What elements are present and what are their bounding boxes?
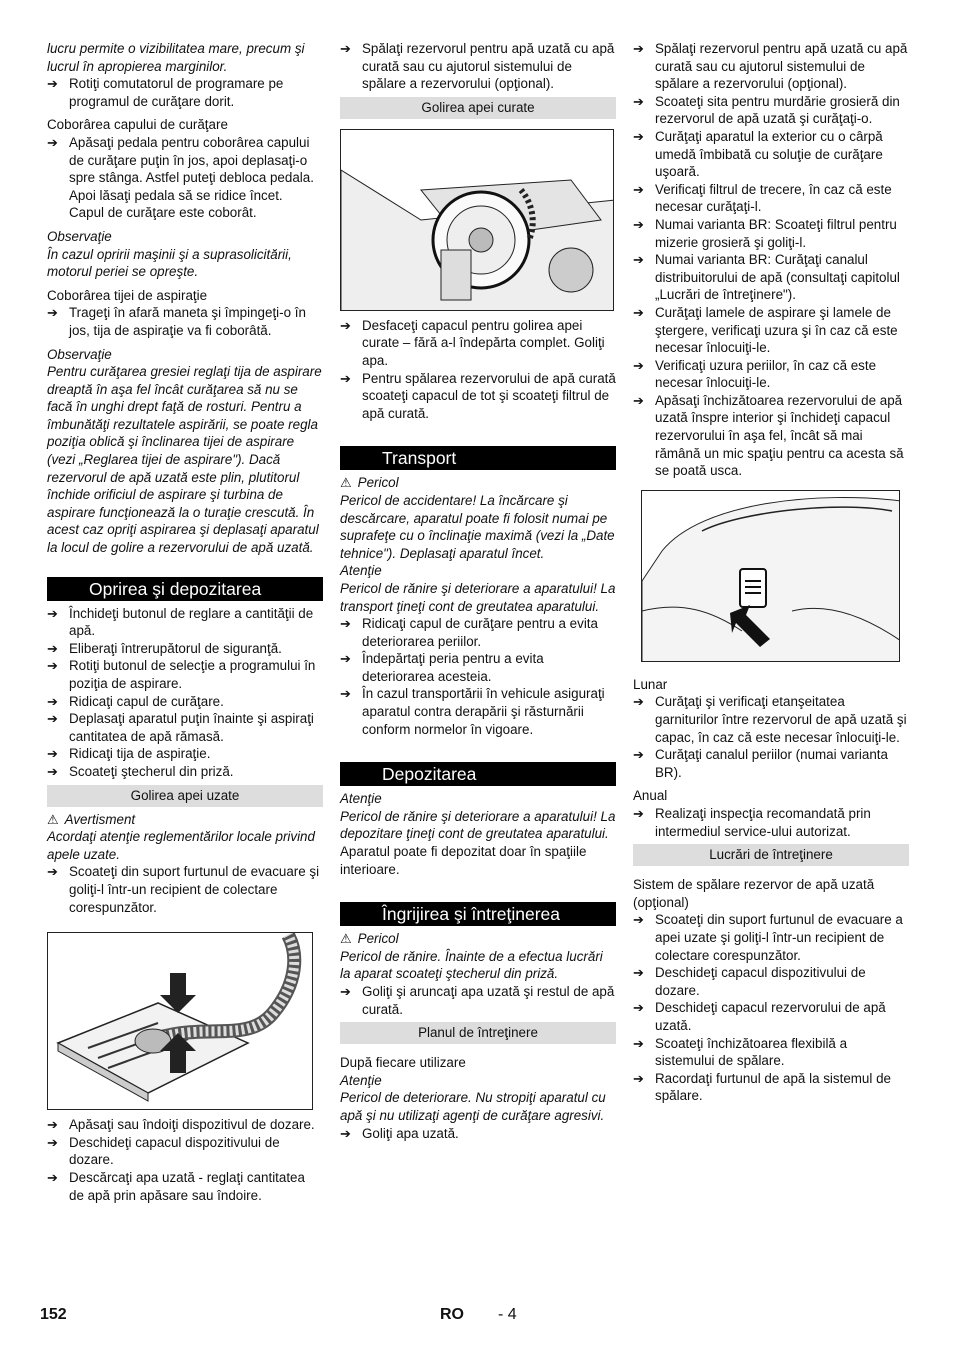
subheading-drain-clean: Golirea apei curate	[340, 97, 616, 119]
intro-continuation: lucru permite o vizibilitatea mare, precum şi lucrul în apropierea marginilor.	[47, 41, 305, 74]
arrow-right-icon: ➔	[633, 965, 644, 981]
step: ➔ Ridicaţi capul de curăţare pentru a evita deteriorarea periilor.	[340, 616, 598, 649]
step: ➔ Curăţaţi şi verificaţi etanşeitatea garniturilor între rezervorul de apă uzată şi capac, în caz că este necesar înlocuiţi-le.	[633, 694, 907, 745]
column-3	[633, 40, 909, 1105]
arrow-right-icon: ➔	[633, 357, 644, 373]
observation-text: Pentru curăţarea gresiei reglaţi tija de aspirare dreaptă în aşa fel încât curăţarea să nu se facă în unghi drept faţă de rosturi. Pentru a îmbunătăţi rezultatele aspirării, se poate regla poziţia oblică şi înclinarea tijei de aspirare (vezi „Reglarea tijei de aspirare"). Dacă rezervorul de apă uzată este plin, plutitorul închide orificiul de aspirare şi turbina de aspirare funcţionează la o turaţie crescută. În acest caz opriţi aspirarea şi deplasaţi aparatul la locul de golire a rezervorului de apă uzată.	[47, 364, 322, 556]
cap-illustration	[341, 130, 614, 311]
daily-steps-list	[633, 40, 909, 480]
hose-illustration	[48, 933, 313, 1110]
observation-label: Observaţie	[47, 346, 112, 362]
arrow-right-icon: ➔	[633, 392, 644, 408]
step: ➔ Deschideţi capacul rezervorului de apă uzată.	[633, 1000, 886, 1033]
arrow-right-icon: ➔	[47, 640, 58, 656]
column-1	[47, 40, 323, 1204]
arrow-right-icon: ➔	[47, 76, 58, 92]
step: ➔ Rotiţi butonul de selecţie a programului în poziţia de aspirare.	[47, 658, 316, 691]
step: ➔ Scoateţi din suport furtunul de evacuare şi goliţi-l într-un recipient de colectare corespunzător.	[47, 864, 320, 915]
step: ➔ Spălaţi rezervorul pentru apă uzată cu apă curată sau cu ajutorul sistemului de spălare a rezervorului (opţional).	[633, 41, 908, 92]
arrow-right-icon: ➔	[633, 304, 644, 320]
section-page: - 4	[498, 1306, 517, 1323]
arrow-right-icon: ➔	[633, 41, 644, 56]
danger-text: Pericol de accidentare! La încărcare şi descărcare, aparatul poate fi folosit numai pe suprafeţe cu o înclinaţie maximă (vezi la „Date tehnice"). Deplasaţi aparatul încet.	[340, 492, 615, 561]
step: ➔ Verificaţi uzura periilor, în caz că este necesar înlocuiţi-le.	[633, 357, 877, 391]
arrow-right-icon: ➔	[47, 763, 58, 779]
arrow-right-icon: ➔	[340, 1125, 351, 1141]
warning-triangle-icon: ⚠	[340, 475, 352, 491]
step: ➔ Eliberaţi întrerupătorul de siguranţă.	[47, 640, 282, 656]
danger-label: ⚠ Pericol	[340, 475, 399, 491]
step: ➔ Ridicaţi capul de curăţare.	[47, 693, 224, 709]
arrow-right-icon: ➔	[340, 984, 351, 999]
step: ➔ Verificaţi filtrul de trecere, în caz că este necesar curăţaţi-l.	[633, 181, 892, 215]
arrow-right-icon: ➔	[633, 806, 644, 821]
section-heading-care: Îngrijirea şi întreţinerea	[340, 902, 616, 926]
result-text: Capul de curăţare este coborât.	[69, 205, 257, 221]
arrow-right-icon: ➔	[633, 252, 644, 268]
arrow-right-icon: ➔	[340, 317, 351, 333]
step: ➔ Ridicaţi tija de aspiraţie.	[47, 746, 211, 762]
warning-triangle-icon: ⚠	[340, 931, 352, 947]
yearly-title: Anual	[633, 788, 668, 804]
step: ➔ Goliţi apa uzată.	[340, 1125, 459, 1141]
arrow-right-icon: ➔	[633, 1000, 644, 1016]
step: ➔ Spălaţi rezervorul pentru apă uzată cu apă curată sau cu ajutorul sistemului de spălare a rezervorului (opţional).	[340, 41, 615, 92]
danger-label: ⚠ Pericol	[340, 931, 399, 947]
arrow-right-icon: ➔	[633, 912, 644, 928]
arrow-right-icon: ➔	[340, 651, 351, 667]
step: ➔ Goliţi şi aruncaţi apa uzată şi restul de apă curată.	[340, 984, 615, 1017]
step: ➔ Numai varianta BR: Scoateţi filtrul pentru mizerie grosieră şi goliţi-l.	[633, 216, 897, 250]
page-number: 152	[40, 1306, 67, 1323]
language-code: RO	[440, 1306, 464, 1323]
lower-head-title: Coborârea capului de curăţare	[47, 117, 228, 133]
arrow-right-icon: ➔	[633, 1035, 644, 1051]
observation-label: Observaţie	[47, 228, 112, 244]
monthly-title: Lunar	[633, 676, 668, 692]
arrow-right-icon: ➔	[340, 370, 351, 386]
arrow-right-icon: ➔	[47, 693, 58, 709]
monthly-steps-list	[633, 693, 909, 781]
figure-clean-water-cap	[340, 129, 614, 311]
arrow-right-icon: ➔	[633, 181, 644, 197]
step: ➔ Desfaceţi capacul pentru golirea apei curate – fără a-l îndepărta complet. Goliţi apa.	[340, 317, 605, 368]
attention-label: Atenţie	[340, 791, 382, 807]
warning-triangle-icon: ⚠	[47, 811, 59, 827]
figure-tank-latch	[641, 490, 900, 662]
latch-illustration	[642, 491, 900, 662]
attention-text: Pericol de rănire şi deteriorare a aparatului! La transport ţineţi cont de greutatea aparatului.	[340, 580, 616, 614]
figure-dosing-hose	[47, 932, 313, 1110]
section-heading-stop: Oprirea şi depozitarea	[47, 577, 323, 601]
step: ➔ Apăsaţi închizătoarea rezervorului de apă uzată înspre interior şi închideţi capacul rezervorului în aşa fel, încât să mai rămână un mic spaţiu pentru ca acesta să se poată usca.	[633, 392, 904, 479]
section-heading-storage: Depozitarea	[340, 762, 616, 786]
step: ➔ Apăsaţi pedala pentru coborârea capului de curăţare puţin în jos, apoi deplasaţi-o spre stânga. Astfel puteţi debloca pedala. Apoi lăsaţi pedala să se ridice încet.	[47, 134, 314, 203]
subheading-drain-dirty: Golirea apei uzate	[47, 785, 323, 807]
step: ➔ Îndepărtaţi peria pentru a evita deteriorarea acesteia.	[340, 651, 544, 684]
danger-text: Pericol de rănire. Înainte de a efectua lucrări la aparat scoateţi ştecherul din priză.	[340, 948, 603, 982]
step: ➔ Scoateţi închizătoarea flexibilă a sistemului de spălare.	[633, 1035, 848, 1069]
arrow-right-icon: ➔	[47, 305, 58, 321]
system-title: Sistem de spălare rezervor de apă uzată (opţional)	[633, 877, 875, 910]
arrow-right-icon: ➔	[340, 686, 351, 702]
arrow-right-icon: ➔	[633, 694, 644, 710]
arrow-right-icon: ➔	[633, 216, 644, 232]
arrow-right-icon: ➔	[47, 746, 58, 762]
step: ➔ Descărcaţi apa uzată - reglaţi cantitatea de apă prin apăsare sau îndoire.	[47, 1169, 305, 1203]
step: ➔ Scoateţi din suport furtunul de evacuare a apei uzate şi goliţi-l într-un recipient de colectare corespunzător.	[633, 912, 903, 963]
arrow-right-icon: ➔	[47, 1117, 58, 1133]
step: ➔ Pentru spălarea rezervorului de apă curată scoateţi capacul de tot şi scoateţi filtrul de apă curată.	[340, 370, 616, 421]
attention-text: Pericol de rănire şi deteriorare a aparatului! La depozitare ţineţi cont de greutatea aparatului.	[340, 808, 616, 842]
step: ➔ Deplasaţi aparatul puţin înainte şi aspiraţi cantitatea de apă rămasă.	[47, 711, 314, 744]
step: ➔ Racordaţi furtunul de apă la sistemul de spălare.	[633, 1070, 891, 1104]
observation-text: În cazul opririi maşinii şi a suprasolicitării, motorul periei se opreşte.	[47, 246, 292, 280]
arrow-right-icon: ➔	[633, 128, 644, 144]
step: ➔ Scoateţi sita pentru murdărie grosieră din rezervorul de apă uzată şi curăţaţi-o.	[633, 93, 900, 127]
after-use-title: După fiecare utilizare	[340, 1055, 466, 1071]
warning-label: ⚠ Avertisment	[47, 811, 136, 827]
warning-text: Acordaţi atenţie reglementărilor locale privind apele uzate.	[47, 829, 315, 862]
section-heading-transport: Transport	[340, 446, 616, 470]
stop-steps-list	[47, 605, 323, 781]
transport-steps-list	[340, 615, 616, 738]
subheading-plan: Planul de întreţinere	[340, 1022, 616, 1044]
step: ➔ Numai varianta BR: Curăţaţi canalul distribuitorului de apă (consultaţi capitolul „Lucrări de întreţinere").	[633, 252, 900, 303]
storage-text: Aparatul poate fi depozitat doar în spaţiile interioare.	[340, 844, 587, 877]
step: ➔ Deschideţi capacul dispozitivului de dozare.	[633, 965, 866, 998]
arrow-right-icon: ➔	[47, 1169, 58, 1185]
step: ➔ Trageţi în afară maneta şi împingeţi-o în jos, tija de aspiraţie va fi coborâtă.	[47, 305, 306, 338]
arrow-right-icon: ➔	[340, 616, 351, 632]
arrow-right-icon: ➔	[633, 747, 644, 763]
arrow-right-icon: ➔	[47, 658, 58, 674]
arrow-right-icon: ➔	[633, 93, 644, 109]
step: ➔ Curăţaţi aparatul la exterior cu o cârpă umedă îmbibată cu soluţie de curăţare uşoară.	[633, 128, 883, 180]
step: ➔ Curăţaţi lamele de aspirare şi lamele de ştergere, verificaţi uzura şi în caz că este necesar înlocuiţi-le.	[633, 304, 898, 356]
step: ➔ Scoateţi ştecherul din priză.	[47, 763, 234, 779]
subheading-maintenance: Lucrări de întreţinere	[633, 844, 909, 866]
step: ➔ Deschideţi capacul dispozitivului de dozare.	[47, 1134, 280, 1168]
column-2	[340, 40, 616, 1142]
system-steps-list	[633, 911, 909, 1105]
step: ➔ În cazul transportării în vehicule asiguraţi aparatul contra derapării şi răsturnării conform normelor în vigoare.	[340, 686, 605, 737]
step: ➔ Apăsaţi sau îndoiţi dispozitivul de dozare.	[47, 1117, 315, 1133]
clean-steps-list	[340, 317, 616, 423]
dosing-steps-list	[47, 1116, 323, 1204]
attention-label: Atenţie	[340, 1072, 382, 1088]
arrow-right-icon: ➔	[633, 1070, 644, 1086]
step: ➔ Curăţaţi canalul periilor (numai varianta BR).	[633, 747, 888, 780]
attention-label: Atenţie	[340, 563, 382, 579]
step: ➔ Realizaţi inspecţia recomandată prin intermediul service-ului autorizat.	[633, 806, 871, 839]
arrow-right-icon: ➔	[47, 134, 58, 150]
lower-bar-title: Coborârea tijei de aspiraţie	[47, 287, 208, 303]
arrow-right-icon: ➔	[47, 605, 58, 621]
arrow-right-icon: ➔	[47, 864, 58, 880]
step: ➔ Închideţi butonul de reglare a cantităţii de apă.	[47, 605, 314, 639]
step: ➔ Rotiţi comutatorul de programare pe programul de curăţare dorit.	[47, 76, 284, 109]
arrow-right-icon: ➔	[340, 41, 351, 56]
attention-text: Pericol de deteriorare. Nu stropiţi aparatul cu apă şi nu utilizaţi agenţi de curăţare agresivi.	[340, 1090, 606, 1123]
arrow-right-icon: ➔	[47, 711, 58, 727]
arrow-right-icon: ➔	[47, 1134, 58, 1150]
